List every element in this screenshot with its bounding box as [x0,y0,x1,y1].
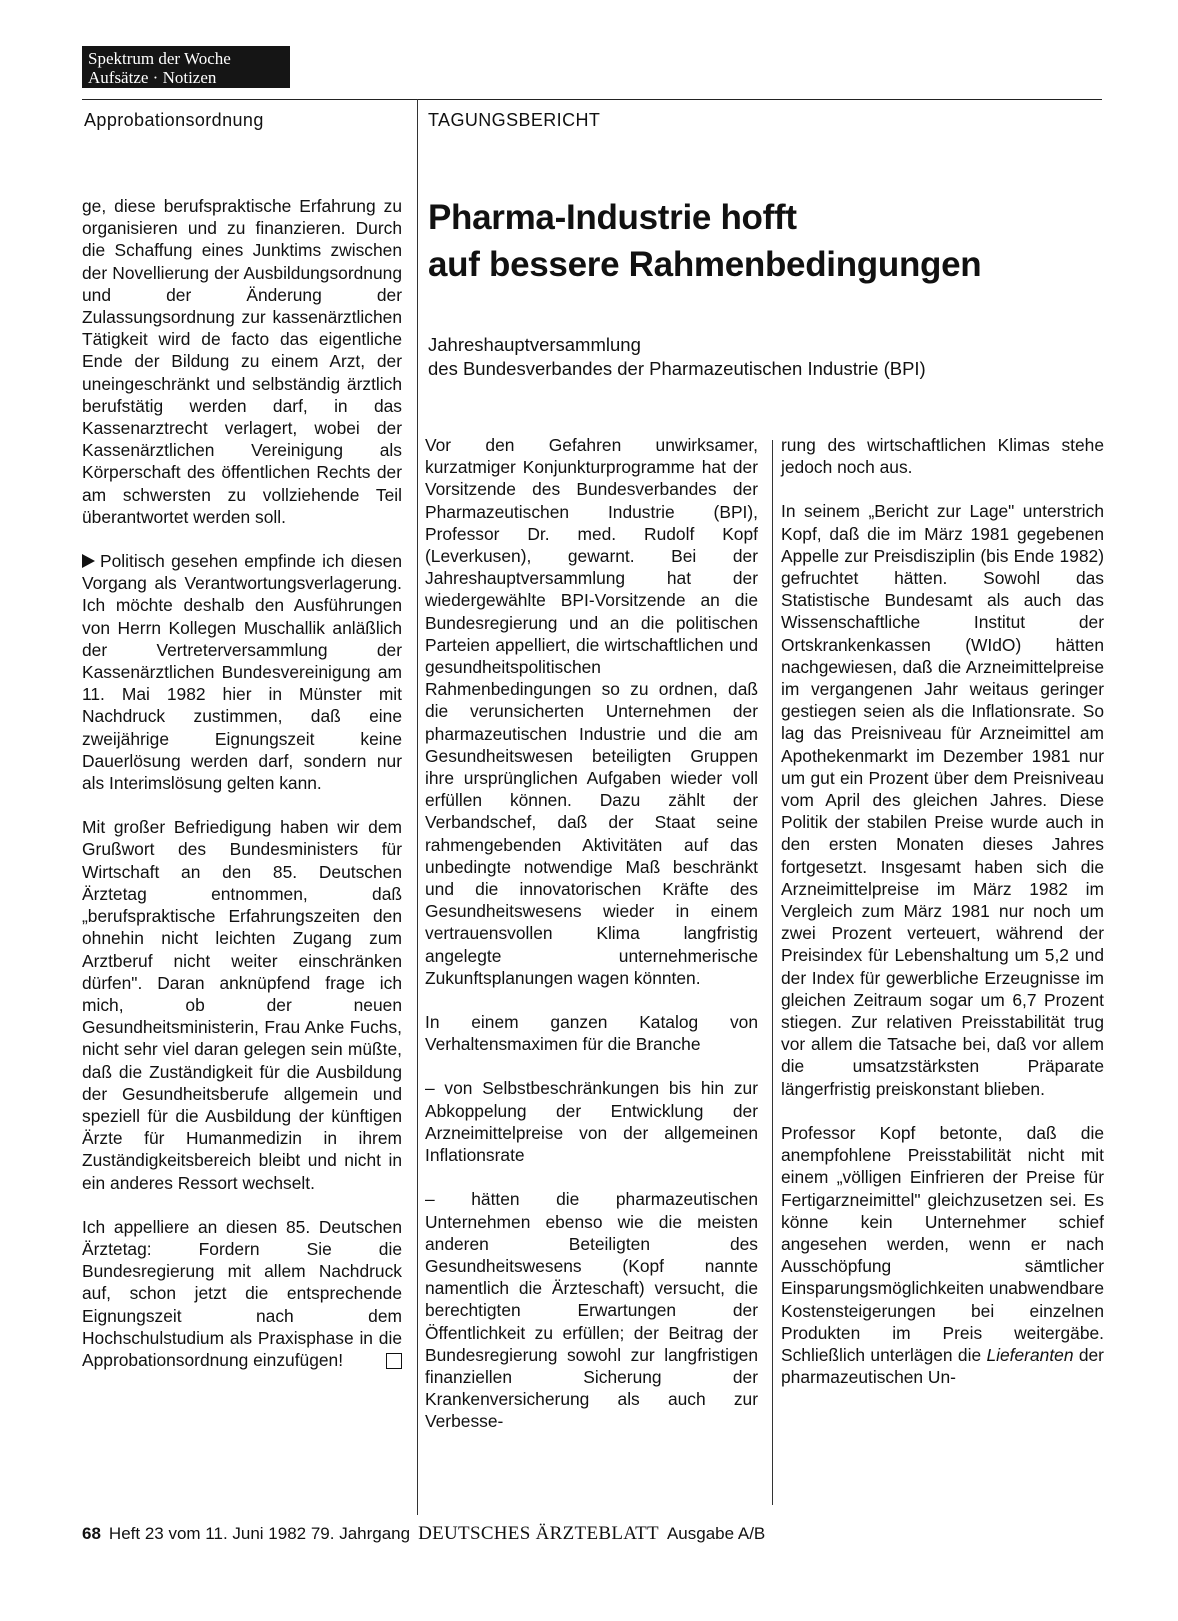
paragraph [781,1122,1104,1388]
left-section-title: Approbationsordnung [84,110,264,130]
column-divider [417,99,418,1515]
paragraph: – von Selbstbeschränkungen bis hin zur Abkoppelung der Entwicklung der Arzneimittelpreise von der allgemeinen Inflationsrate [425,1078,758,1166]
paragraph: In seinem „Bericht zur Lage" unterstrich Kopf, daß die im März 1981 gegebenen Appelle zur Preisdisziplin (bis Ende 1982) gefruchtet hätten. Sowohl das Statistische Bundesamt als auch das Wissenschaftliche Institut der Ortskrankenkassen (WIdO) hätten nachgewiesen, daß die Arzneimittelpreise im vergangenen Jahr weitaus geringer gestiegen seien als die Inflationsrate. So lag das Preisniveau für Arzneimittel am Apothekenmarkt im Dezember 1981 nur um gut ein Prozent über dem Preisniveau vom April des gleichen Jahres. Diese Politik der stabilen Preise wurde auch in den ersten Monaten dieses Jahres fortgesetzt. Insgesamt haben sich die Arzneimittelpreise im März 1982 im Vergleich zum März 1981 nur noch um zwei Prozent verteuert, während der Preisindex für Lebenshaltung um 5,2 und der Index für gewerbliche Erzeugnisse im gleichen Zeitraum sogar um 6,7 Prozent stiegen. Zur relativen Preisstabilität trug vor allem die Tatsache bei, daß vor allem die umsatzstärksten Präparate längerfristig preiskonstant blieben. [781,501,1104,1099]
right-column [781,434,1104,1410]
paragraph [82,550,402,794]
paragraph: In einem ganzen Katalog von Verhaltensmaximen für die Branche [425,1012,758,1055]
arrow-icon [82,554,95,568]
paragraph: Mit großer Befriedigung haben wir dem Grußwort des Bundesministers für Wirtschaft an den 85. Deutschen Ärztetag entnommen, daß „berufspraktische Erfahrungszeiten den ohnehin nicht leichten Zugang zum Arztberuf nicht weiter einschränken dürfen". Daran anknüpfend frage ich mich, ob der neuen Gesundheitsministerin, Frau Anke Fuchs, nicht sehr viel daran gelegen sein müßte, daß die Zuständigkeit für die Ausbildung der Gesundheitsberufe allgemein und speziell für die Ausbildung der künftigen Ärzte für Humanmedizin in ihrem Zuständigkeitsbereich bleibt und nicht in ein anderes Ressort wechselt. [82,817,402,1193]
issue-info: Heft 23 vom 11. Juni 1982 79. Jahrgang [108,1524,411,1543]
edition-info: Ausgabe A/B [666,1524,766,1543]
italic-word: Lieferanten [986,1344,1074,1365]
end-mark-icon [386,1353,402,1369]
paragraph-text: der pharmazeutischen Un- [781,1344,1104,1388]
right-section-title: TAGUNGSBERICHT [428,110,601,130]
badge-line1: Spektrum der Woche [88,49,231,68]
paragraph: ge, diese berufspraktische Erfahrung zu organisieren und zu finanzieren. Durch die Schaffung eines Junktims zwischen der Novellierung der Ausbildungsordnung und der Änderung der Zulassungsordnung zur kassenärztlichen Tätigkeit wird de facto das eigentliche Ende der Bildung zu einem Arzt, der uneingeschränkt und selbständig ärztlich berufstätig werden darf, in das Kassenarztrecht verlagert, wobei der Kassenärztlichen Vereinigung als Körperschaft des öffentlichen Rechts der am schwersten zu vollziehende Teil überantwortet werden soll. [82,196,402,527]
magazine-name: DEUTSCHES ÄRZTEBLATT [418,1523,659,1544]
subhead-line2: des Bundesverbandes der Pharmazeutischen Industrie (BPI) [428,358,926,379]
paragraph-text: Ich appelliere an diesen 85. Deutschen Ärztetag: Fordern Sie die Bundesregierung mit allem Nachdruck auf, schon jetzt die entsprechende Eignungszeit nach dem Hochschulstudium als Praxisphase in die Approbationsordnung einzufügen! [82,1216,402,1370]
column-divider-2 [772,440,773,1505]
paragraph: rung des wirtschaftlichen Klimas stehe jedoch noch aus. [781,435,1104,478]
paragraph-text: Politisch gesehen empfinde ich diesen Vorgang als Verantwortungsverlagerung. Ich möchte deshalb den Ausführungen von Herrn Kollegen Muschallik anläßlich der Vertreterversammlung der Kassenärztlichen Bundesvereinigung am 11. Mai 1982 hier in Münster mit Nachdruck zustimmen, daß eine zweijährige Eignungszeit keine Dauerlösung werden darf, sondern nur als Interimslösung gelten kann. [82,551,402,794]
paragraph: – hätten die pharmazeutischen Unternehmen ebenso wie die meisten anderen Beteiligten des Gesundheitswesens (Kopf nannte namentlich die Ärzteschaft) versucht, die berechtigten Erwartungen der Öffentlichkeit zu erfüllen; der Beitrag der Bundesregierung sowohl zur langfristigen finanziellen Sicherung der Krankenversicherung als auch zur Verbesse- [425,1189,758,1432]
article-headline [428,194,981,288]
headline-line2: auf bessere Rahmenbedingungen [428,245,982,284]
article-subhead [428,333,926,381]
paragraph: Vor den Gefahren unwirksamer, kurzatmiger Konjunkturprogramme hat der Vorsitzende des Bundesverbandes der Pharmazeutischen Industrie (BPI), Professor Dr. med. Rudolf Kopf (Leverkusen), gewarnt. Bei der Jahreshauptversammlung hat der wiedergewählte BPI-Vorsitzende an die Bundesregierung und an die politischen Parteien appelliert, die wirtschaftlichen und gesundheitspolitischen Rahmenbedingungen so zu ordnen, daß die verunsicherten Unternehmen der pharmazeutischen Industrie und die am Gesundheitswesen beteiligten Gruppen ihre ursprünglichen Aufgaben wieder voll erfüllen können. Dazu zählt der Verbandschef, daß der Staat seine rahmengebenden Aktivitäten auf das unbedingte notwendige Maß beschränkt und die innovatorischen Kräfte des Gesundheitswesens wieder in einem vertrauensvollen Klima langfristig angelegte unternehmerische Zukunftsplanungen wagen könnten. [425,435,758,988]
subhead-line1: Jahreshauptversammlung [428,334,641,355]
headline-line1: Pharma-Industrie hofft [428,198,797,237]
page-footer [82,1523,765,1545]
left-column [82,195,402,1393]
middle-column [425,434,758,1455]
top-rule [82,99,1102,100]
paragraph [82,1216,402,1371]
badge-line2: Aufsätze · Notizen [88,68,217,87]
page-number: 68 [82,1524,101,1543]
section-badge [82,46,290,88]
paragraph-text: Professor Kopf betonte, daß die anempfohlene Preisstabilität nicht mit einem „völligen Einfrieren der Preise für Fertigarzneimittel" gleichzusetzen sei. Es könne kein Unternehmer schief angesehen werden, wenn er nach Ausschöpfung sämtlicher Einsparungsmöglichkeiten unabwendbare Kostensteigerungen bei einzelnen Produkten im Preis weitergäbe. Schließlich unterlägen die [781,1122,1104,1365]
